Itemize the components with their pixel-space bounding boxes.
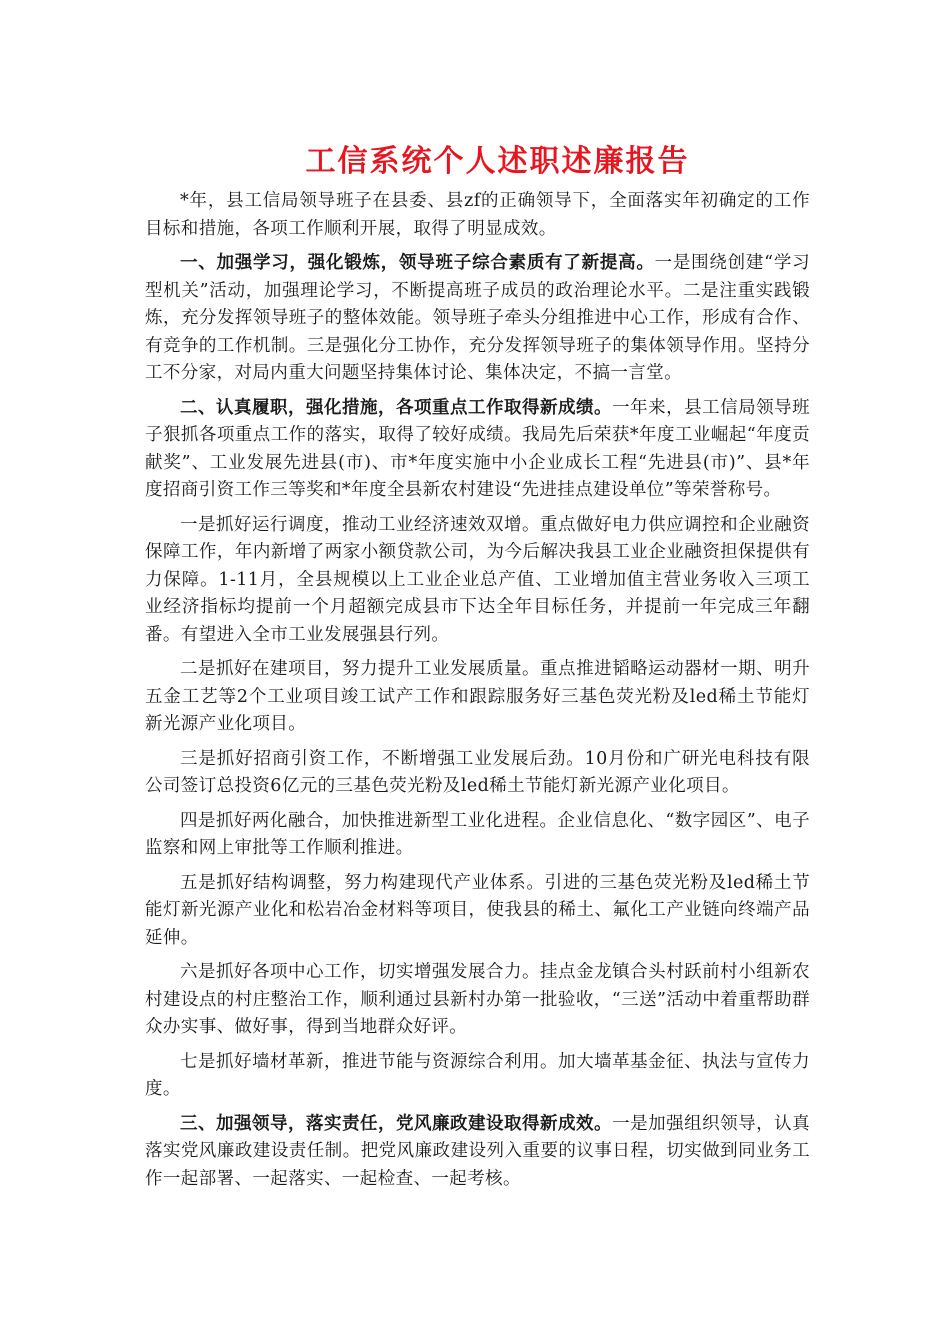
paragraph-item-2 bbox=[145, 656, 810, 739]
paragraph-text: *年，县工信局领导班子在县委、县zf的正确领导下，全面落实年初确定的工作目标和措施，各项工作顺利开展，取得了明显成效。 bbox=[145, 191, 810, 239]
paragraph-text: 七是抓好墙材革新，推进节能与资源综合利用。加大墙革基金征、执法与宣传力度。 bbox=[145, 1051, 810, 1099]
paragraph-heading: 二、认真履职，强化措施，各项重点工作取得新成绩。 bbox=[180, 397, 613, 418]
document-page bbox=[145, 140, 810, 1200]
paragraph-text: 四是抓好两化融合，加快推进新型工业化进程。企业信息化、“数字园区”、电子监察和网上审批等工作顺利推进。 bbox=[145, 810, 810, 858]
paragraph-text: 三是抓好招商引资工作，不断增强工业发展后劲。10月份和广研光电科技有限公司签订总投资6亿元的三基色荧光粉及led稀土节能灯新光源产业化项目。 bbox=[145, 748, 810, 796]
paragraph-section-2 bbox=[145, 395, 810, 505]
paragraph-text: 一是围绕创建“学习型机关”活动，加强理论学习，不断提高班子成员的政治理论水平。二是注重实践锻炼，充分发挥领导班子的整体效能。领导班子牵头分组推进中心工作，形成有合作、有竞争的工作机制。三是强化分工协作，充分发挥领导班子的集体领导作用。坚持分工不分家，对局内重大问题坚持集体讨论、集体决定，不搞一言堂。 bbox=[145, 253, 811, 383]
paragraph-item-3 bbox=[145, 746, 810, 801]
paragraph-item-4 bbox=[145, 808, 810, 863]
paragraph-item-1 bbox=[145, 512, 810, 650]
paragraph-text: 一是加强组织领导，认真落实党风廉政建设责任制。把党风廉政建设列入重要的议事日程，切实做到同业务工作一起部署、一起落实、一起检查、一起考核。 bbox=[145, 1113, 810, 1189]
paragraph-intro bbox=[145, 188, 810, 243]
paragraph-section-1 bbox=[145, 250, 810, 388]
paragraph-item-5 bbox=[145, 870, 810, 953]
paragraph-text: 六是抓好各项中心工作，切实增强发展合力。挂点金龙镇合头村跃前村小组新农村建设点的村庄整治工作，顺利通过县新村办第一批验收，“三送”活动中着重帮助群众办实事、做好事，得到当地群众好评。 bbox=[145, 962, 810, 1037]
paragraph-item-6 bbox=[145, 959, 810, 1042]
paragraph-item-7 bbox=[145, 1049, 810, 1104]
paragraph-text: 二是抓好在建项目，努力提升工业发展质量。重点推进韬略运动器材一期、明升五金工艺等2个工业项目竣工试产工作和跟踪服务好三基色荧光粉及led稀土节能灯新光源产业化项目。 bbox=[145, 659, 810, 734]
document-title: 工信系统个人述职述廉报告 bbox=[305, 144, 690, 179]
paragraph-section-3 bbox=[145, 1111, 810, 1194]
paragraph-text: 一是抓好运行调度，推动工业经济速效双增。重点做好电力供应调控和企业融资保障工作，年内新增了两家小额贷款公司，为今后解决我县工业企业融资担保提供有力保障。1-11月，全县规模以上工业企业总产值、工业增加值主营业务收入三项工业经济指标均提前一个月超额完成县市下达全年目标任务，并提前一年完成三年翻番。有望进入全市工业发展强县行列。 bbox=[145, 514, 810, 645]
paragraph-heading: 三、加强领导，落实责任，党风廉政建设取得新成效。 bbox=[180, 1113, 613, 1134]
paragraph-text: 五是抓好结构调整，努力构建现代产业体系。引进的三基色荧光粉及led稀土节能灯新光源产业化和松岩冶金材料等项目，使我县的稀土、氟化工产业链向终端产品延伸。 bbox=[145, 872, 810, 948]
paragraph-text: 一年来，县工信局领导班子狠抓各项重点工作的落实，取得了较好成绩。我局先后荣获*年度工业崛起“年度贡献奖”、工业发展先进县(市)、市*年度实施中小企业成长工程“先进县(市)”、县*年度招商引资工作三等奖和*年度全县新农村建设“先进挂点建设单位”等荣誉称号。 bbox=[145, 397, 810, 500]
paragraph-heading: 一、加强学习，强化锻炼，领导班子综合素质有了新提高。 bbox=[180, 253, 655, 273]
